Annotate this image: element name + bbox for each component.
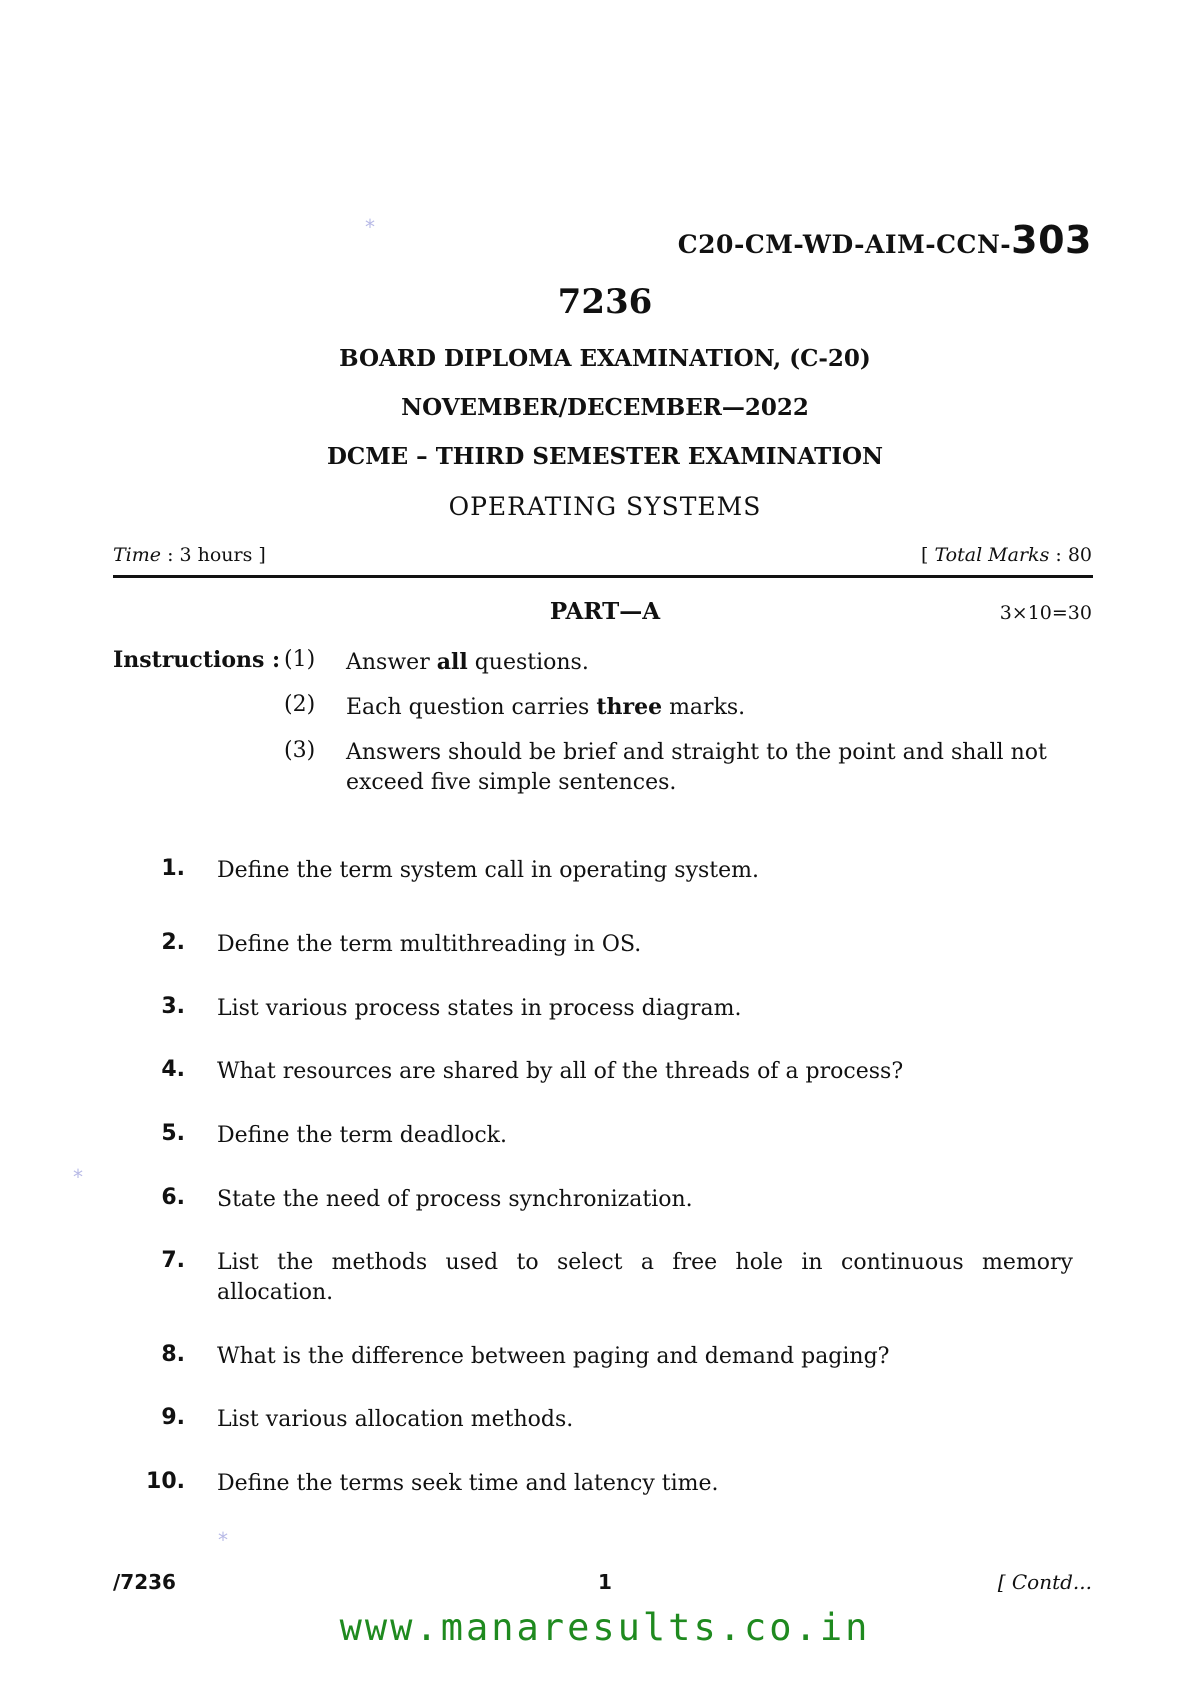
instructions-label: Instructions : <box>113 647 281 673</box>
exam-session: NOVEMBER/DECEMBER—2022 <box>401 394 809 421</box>
instruction-item: (3) Answers should be brief and straight to the point and shall not exceed five simple sentences. <box>284 738 1047 795</box>
part-marks: 3×10=30 <box>999 602 1092 624</box>
instruction-item: (1) Answer all questions. <box>284 647 589 675</box>
star-icon: * <box>218 1528 228 1552</box>
divider <box>113 575 1093 578</box>
question-item: 3. List various process states in process diagram. <box>161 994 742 1021</box>
semester-title: DCME – THIRD SEMESTER EXAMINATION <box>326 443 884 470</box>
marks-info <box>921 544 1092 566</box>
paper-code <box>678 218 1092 262</box>
star-icon: * <box>365 215 375 239</box>
time-label: Time <box>113 544 162 566</box>
subject-title: OPERATING SYSTEMS <box>448 492 762 521</box>
exam-title: BOARD DIPLOMA EXAMINATION, (C-20) <box>339 345 871 372</box>
paper-number: 7236 <box>557 282 653 322</box>
footer-paper-number: /7236 <box>113 1570 176 1594</box>
star-icon: * <box>73 1165 83 1189</box>
question-item: 4. What resources are shared by all of the threads of a process? <box>161 1057 904 1084</box>
question-item: 7. List the methods used to select a free hole in continuous memory allocation. <box>161 1248 1073 1305</box>
question-item: 2. Define the term multithreading in OS. <box>161 930 642 957</box>
marks-value: : 80 <box>1055 544 1092 566</box>
question-item: 10. Define the terms seek time and latency time. <box>146 1469 719 1496</box>
instruction-item: (2) Each question carries three marks. <box>284 692 746 720</box>
continued-label: [ Contd... <box>997 1570 1092 1594</box>
question-item: 1. Define the term system call in operating system. <box>161 856 760 883</box>
paper-code-number: 303 <box>1011 218 1092 262</box>
time-info <box>113 544 266 566</box>
question-item: 5. Define the term deadlock. <box>161 1121 507 1148</box>
paper-code-prefix: C20-CM-WD-AIM-CCN- <box>677 230 1012 259</box>
marks-label: Total Marks <box>934 544 1050 566</box>
page-number: 1 <box>598 1570 612 1594</box>
question-item: 6. State the need of process synchronization. <box>161 1185 693 1212</box>
marks-bracket: [ <box>921 544 929 566</box>
question-item: 8. What is the difference between paging and demand paging? <box>161 1342 890 1369</box>
question-item: 9. List various allocation methods. <box>161 1405 574 1432</box>
part-title: PART—A <box>549 598 661 625</box>
time-value: : 3 hours ] <box>167 544 266 566</box>
watermark-url: www.manaresults.co.in <box>339 1606 871 1649</box>
